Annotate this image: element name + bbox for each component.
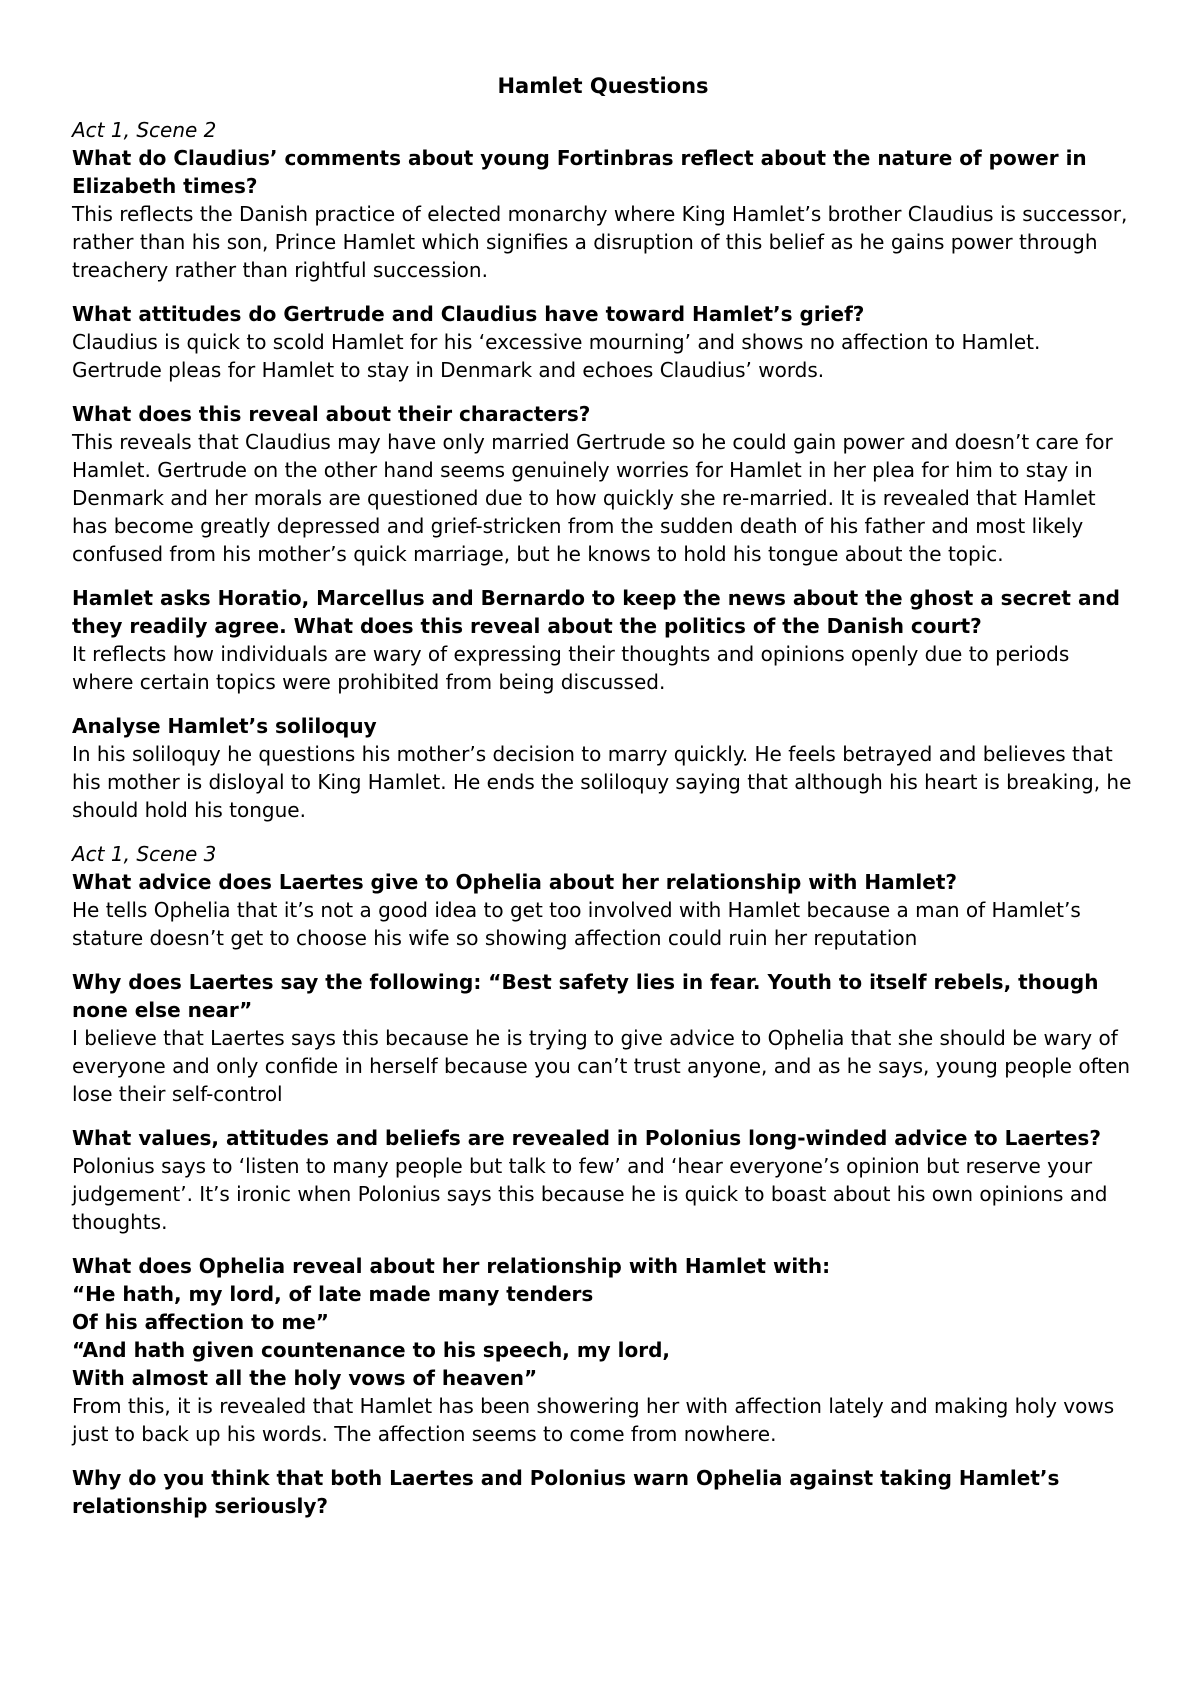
question: What do Claudius’ comments about young Fortinbras reflect about the nature of power in Elizabeth times? bbox=[72, 146, 1087, 198]
qa-block bbox=[72, 712, 1134, 824]
answer: Claudius is quick to scold Hamlet for his ‘excessive mourning’ and shows no affection to Hamlet. Gertrude pleas for Hamlet to stay in Denmark and echoes Claudius’ words. bbox=[72, 330, 1041, 382]
qa-block bbox=[72, 1252, 1134, 1448]
answer: It reflects how individuals are wary of expressing their thoughts and opinions openly due to periods where certain topics were prohibited from being discussed. bbox=[72, 642, 1070, 694]
qa-block bbox=[72, 1464, 1134, 1520]
question: What attitudes do Gertrude and Claudius have toward Hamlet’s grief? bbox=[72, 302, 865, 326]
qa-block bbox=[72, 400, 1134, 568]
qa-block bbox=[72, 968, 1134, 1108]
answer: Polonius says to ‘listen to many people but talk to few’ and ‘hear everyone’s opinion but reserve your judgement’. It’s ironic when Polonius says this because he is quick to boast about his own opinions and thoughts. bbox=[72, 1154, 1108, 1234]
qa-block bbox=[72, 300, 1134, 384]
quote-line: “He hath, my lord, of late made many tenders bbox=[72, 1282, 594, 1306]
answer: This reflects the Danish practice of elected monarchy where King Hamlet’s brother Claudius is successor, rather than his son, Prince Hamlet which signifies a disruption of this belief as he gains power through treachery rather than rightful succession. bbox=[72, 202, 1128, 282]
quote-line: Of his affection to me” bbox=[72, 1310, 329, 1334]
question: What advice does Laertes give to Ophelia about her relationship with Hamlet? bbox=[72, 870, 957, 894]
qa-block bbox=[72, 584, 1134, 696]
question: Why do you think that both Laertes and Polonius warn Ophelia against taking Hamlet’s relationship seriously? bbox=[72, 1466, 1060, 1518]
qa-block bbox=[72, 1124, 1134, 1236]
page-title: Hamlet Questions bbox=[497, 74, 709, 98]
question: Why does Laertes say the following: “Best safety lies in fear. Youth to itself rebels, though none else near” bbox=[72, 970, 1099, 1022]
scene-heading-act1-scene2: Act 1, Scene 2 bbox=[72, 118, 217, 142]
scene-heading-act1-scene3: Act 1, Scene 3 bbox=[72, 842, 217, 866]
qa-block bbox=[72, 868, 1134, 952]
quote-line: “And hath given countenance to his speech, my lord, bbox=[72, 1338, 671, 1362]
answer: I believe that Laertes says this because he is trying to give advice to Ophelia that she should be wary of everyone and only confide in herself because you can’t trust anyone, and as he says, young people often lose their self-control bbox=[72, 1026, 1131, 1106]
question: Hamlet asks Horatio, Marcellus and Bernardo to keep the news about the ghost a secret and they readily agree. What does this reveal about the politics of the Danish court? bbox=[72, 586, 1120, 638]
qa-block bbox=[72, 144, 1134, 284]
quote-line: With almost all the holy vows of heaven” bbox=[72, 1366, 538, 1390]
question: What values, attitudes and beliefs are revealed in Polonius long-winded advice to Laertes? bbox=[72, 1126, 1101, 1150]
answer: From this, it is revealed that Hamlet has been showering her with affection lately and making holy vows just to back up his words. The affection seems to come from nowhere. bbox=[72, 1394, 1115, 1446]
question-line: What does Ophelia reveal about her relationship with Hamlet with: bbox=[72, 1254, 831, 1278]
question: Analyse Hamlet’s soliloquy bbox=[72, 714, 377, 738]
answer: In his soliloquy he questions his mother’s decision to marry quickly. He feels betrayed and believes that his mother is disloyal to King Hamlet. He ends the soliloquy saying that although his heart is breaking, he should hold his tongue. bbox=[72, 742, 1132, 822]
answer: He tells Ophelia that it’s not a good idea to get too involved with Hamlet because a man of Hamlet’s stature doesn’t get to choose his wife so showing affection could ruin her reputation bbox=[72, 898, 1081, 950]
answer: This reveals that Claudius may have only married Gertrude so he could gain power and doesn’t care for Hamlet. Gertrude on the other hand seems genuinely worries for Hamlet in her plea for him to stay in Denmark and her morals are questioned due to how quickly she re-married. It is revealed that Hamlet has become greatly depressed and grief-stricken from the sudden death of his father and most likely confused from his mother’s quick marriage, but he knows to hold his tongue about the topic. bbox=[72, 430, 1113, 566]
question: What does this reveal about their characters? bbox=[72, 402, 591, 426]
